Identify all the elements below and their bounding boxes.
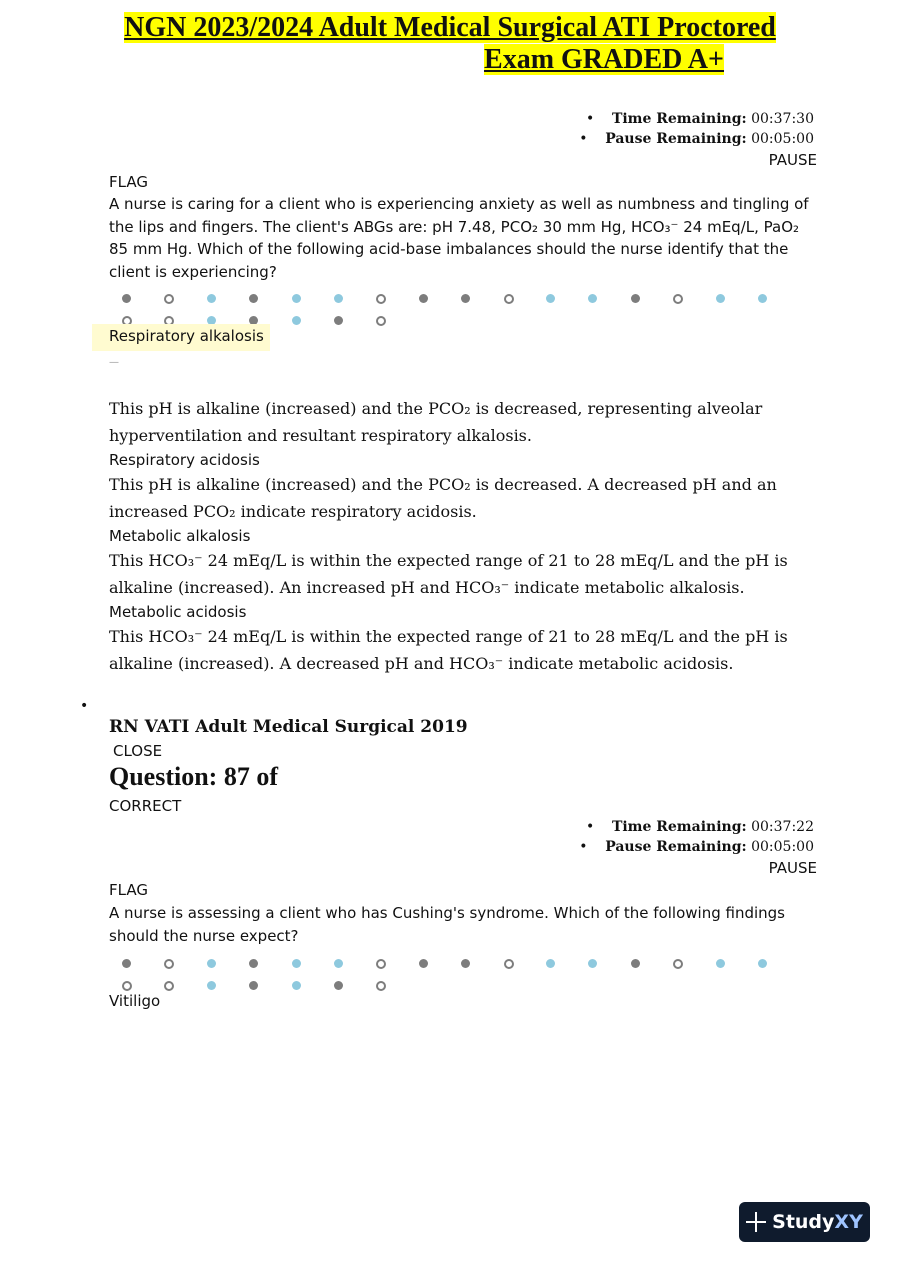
nav-dot[interactable]	[376, 959, 386, 969]
course-title: RN VATI Adult Medical Surgical 2019	[109, 717, 468, 737]
nav-dot[interactable]	[419, 294, 428, 303]
divider: —	[109, 357, 119, 368]
nav-dot[interactable]	[376, 294, 386, 304]
flag-button[interactable]: FLAG	[109, 173, 148, 191]
nav-dot[interactable]	[122, 959, 131, 968]
option-label[interactable]: Metabolic acidosis	[109, 603, 247, 621]
option-rationale: This pH is alkaline (increased) and the PCO₂ is decreased, representing alveolar hyperventilation and resultant respiratory alkalosis.	[109, 399, 763, 445]
nav-dot[interactable]	[164, 959, 174, 969]
nav-dot[interactable]	[292, 981, 301, 990]
nav-dot[interactable]	[249, 294, 258, 303]
nav-dot[interactable]	[716, 294, 725, 303]
nav-dot[interactable]	[504, 959, 514, 969]
nav-dot[interactable]	[122, 981, 132, 991]
nav-dot[interactable]	[588, 294, 597, 303]
option-rationale: This HCO₃⁻ 24 mEq/L is within the expected range of 21 to 28 mEq/L and the pH is alkaline (increased). A decreased pH and HCO₃⁻ indicate metabolic acidosis.	[109, 627, 788, 673]
nav-dot[interactable]	[758, 294, 767, 303]
nav-dot[interactable]	[673, 294, 683, 304]
option-label[interactable]: Metabolic alkalosis	[109, 527, 251, 545]
nav-dot[interactable]	[292, 316, 301, 325]
question-navigator-dots[interactable]	[122, 292, 782, 326]
pause-remaining: • Pause Remaining: 00:05:00	[605, 129, 814, 149]
nav-dot[interactable]	[461, 294, 470, 303]
nav-dot[interactable]	[292, 294, 301, 303]
nav-dot[interactable]	[249, 959, 258, 968]
question-text: A nurse is assessing a client who has Cushing's syndrome. Which of the following findings should the nurse expect?	[109, 904, 785, 945]
nav-dot[interactable]	[546, 959, 555, 968]
option-rationale: This pH is alkaline (increased) and the PCO₂ is decreased. A decreased pH and an increased PCO₂ indicate respiratory acidosis.	[109, 475, 777, 521]
nav-dot[interactable]	[758, 959, 767, 968]
pause-button[interactable]: PAUSE	[768, 151, 817, 169]
nav-dot[interactable]	[588, 959, 597, 968]
nav-dot[interactable]	[376, 981, 386, 991]
status-badge: CORRECT	[109, 797, 182, 815]
nav-dot[interactable]	[419, 959, 428, 968]
pause-remaining: • Pause Remaining: 00:05:00	[605, 837, 814, 857]
nav-dot[interactable]	[504, 294, 514, 304]
nav-dot[interactable]	[207, 981, 216, 990]
nav-dot[interactable]	[376, 316, 386, 326]
nav-dot[interactable]	[207, 959, 216, 968]
question-text: A nurse is caring for a client who is experiencing anxiety as well as numbness and tingling of the lips and fingers. The client's ABGs are: pH 7.48, PCO₂ 30 mm Hg, HCO₃⁻ 24 mEq/L, PaO₂ 85 mm Hg. Which of the following acid-base imbalances should the nurse identify that the client is experiencing?	[109, 195, 809, 281]
close-button[interactable]: CLOSE	[113, 742, 163, 760]
time-remaining: • Time Remaining: 00:37:30	[612, 109, 814, 129]
pause-button[interactable]: PAUSE	[768, 859, 817, 877]
nav-dot[interactable]	[164, 294, 174, 304]
nav-dot[interactable]	[292, 959, 301, 968]
nav-dot[interactable]	[631, 959, 640, 968]
studyxy-logo: Study XY	[739, 1202, 870, 1242]
option-label[interactable]: Respiratory acidosis	[109, 451, 260, 469]
flag-button[interactable]: FLAG	[109, 881, 148, 899]
nav-dot[interactable]	[716, 959, 725, 968]
option-label[interactable]: Respiratory alkalosis	[109, 327, 264, 345]
option-label[interactable]: Vitiligo	[109, 992, 161, 1010]
plus-icon	[746, 1212, 766, 1232]
option-rationale: This HCO₃⁻ 24 mEq/L is within the expected range of 21 to 28 mEq/L and the pH is alkaline (increased). An increased pH and HCO₃⁻ indicate metabolic alkalosis.	[109, 551, 788, 597]
document-title-line1: NGN 2023/2024 Adult Medical Surgical ATI Proctored	[124, 12, 776, 43]
nav-dot[interactable]	[334, 981, 343, 990]
nav-dot[interactable]	[461, 959, 470, 968]
nav-dot[interactable]	[334, 294, 343, 303]
nav-dot[interactable]	[207, 294, 216, 303]
nav-dot[interactable]	[164, 981, 174, 991]
nav-dot[interactable]	[249, 981, 258, 990]
nav-dot[interactable]	[334, 959, 343, 968]
nav-dot[interactable]	[546, 294, 555, 303]
question-navigator-dots[interactable]	[122, 957, 782, 991]
nav-dot[interactable]	[122, 294, 131, 303]
question-number: Question: 87 of	[109, 762, 278, 791]
bullet: •	[80, 698, 89, 714]
time-remaining: • Time Remaining: 00:37:22	[612, 817, 814, 837]
nav-dot[interactable]	[334, 316, 343, 325]
document-title-line2: Exam GRADED A+	[484, 44, 724, 75]
nav-dot[interactable]	[631, 294, 640, 303]
nav-dot[interactable]	[673, 959, 683, 969]
